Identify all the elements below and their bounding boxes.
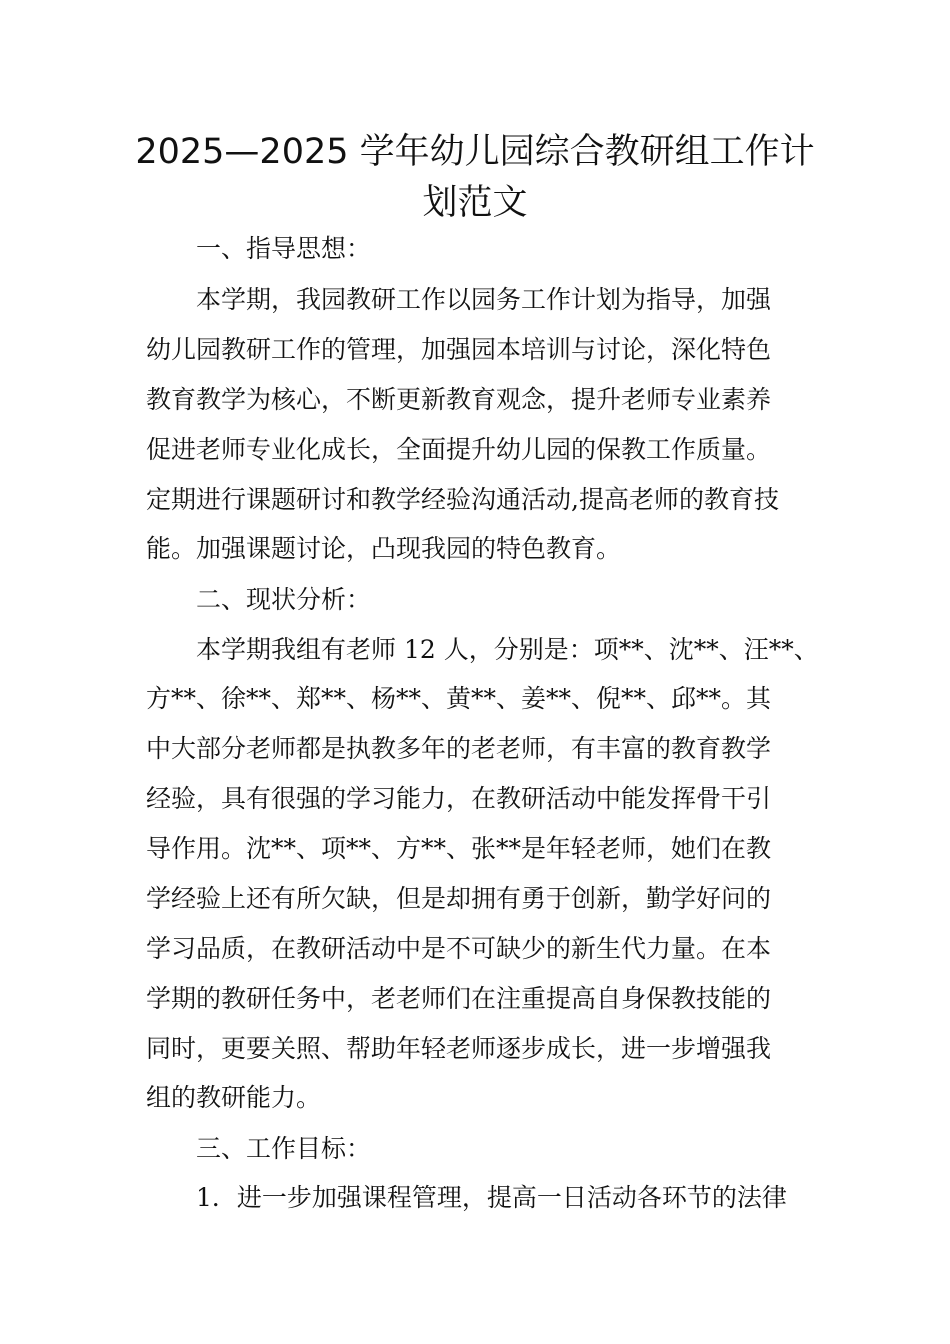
paragraph-line: 学期的教研任务中，老老师们在注重提高自身保教技能的 bbox=[146, 984, 772, 1013]
document-title-line-2: 划范文 bbox=[422, 183, 528, 223]
section-heading-work-goals: 三、工作目标： bbox=[196, 1134, 372, 1163]
section-heading-status-analysis: 二、现状分析： bbox=[196, 585, 372, 614]
paragraph-line: 本学期，我园教研工作以园务工作计划为指导，加强 bbox=[196, 285, 772, 314]
paragraph-line: 定期进行课题研讨和教学经验沟通活动,提高老师的教育技 bbox=[146, 485, 779, 514]
paragraph-line: 经验，具有很强的学习能力，在教研活动中能发挥骨干引 bbox=[146, 784, 772, 813]
paragraph-line: 学习品质，在教研活动中是不可缺少的新生代力量。在本 bbox=[146, 934, 772, 963]
paragraph-line: 方**、徐**、郑**、杨**、黄**、姜**、倪**、邱**。其 bbox=[146, 684, 772, 713]
document-title-line-1: 2025—2025 学年幼儿园综合教研组工作计 bbox=[135, 132, 815, 172]
paragraph-line: 本学期我组有老师 12 人，分别是：项**、沈**、汪**、 bbox=[196, 635, 819, 664]
list-item: 1．进一步加强课程管理，提高一日活动各环节的法律 bbox=[196, 1183, 787, 1212]
section-heading-guiding-thought: 一、指导思想： bbox=[196, 234, 372, 263]
paragraph-line: 促进老师专业化成长，全面提升幼儿园的保教工作质量。 bbox=[146, 435, 772, 464]
paragraph-line: 组的教研能力。 bbox=[146, 1083, 322, 1112]
paragraph-line: 学经验上还有所欠缺，但是却拥有勇于创新，勤学好问的 bbox=[146, 884, 772, 913]
paragraph-line: 能。加强课题讨论，凸现我园的特色教育。 bbox=[146, 534, 622, 563]
paragraph-line: 导作用。沈**、项**、方**、张**是年轻老师，她们在教 bbox=[146, 834, 772, 863]
paragraph-line: 幼儿园教研工作的管理，加强园本培训与讨论，深化特色 bbox=[146, 335, 772, 364]
paragraph-line: 中大部分老师都是执教多年的老老师，有丰富的教育教学 bbox=[146, 734, 772, 763]
paragraph-line: 同时，更要关照、帮助年轻老师逐步成长，进一步增强我 bbox=[146, 1034, 772, 1063]
paragraph-line: 教育教学为核心，不断更新教育观念，提升老师专业素养 bbox=[146, 385, 772, 414]
